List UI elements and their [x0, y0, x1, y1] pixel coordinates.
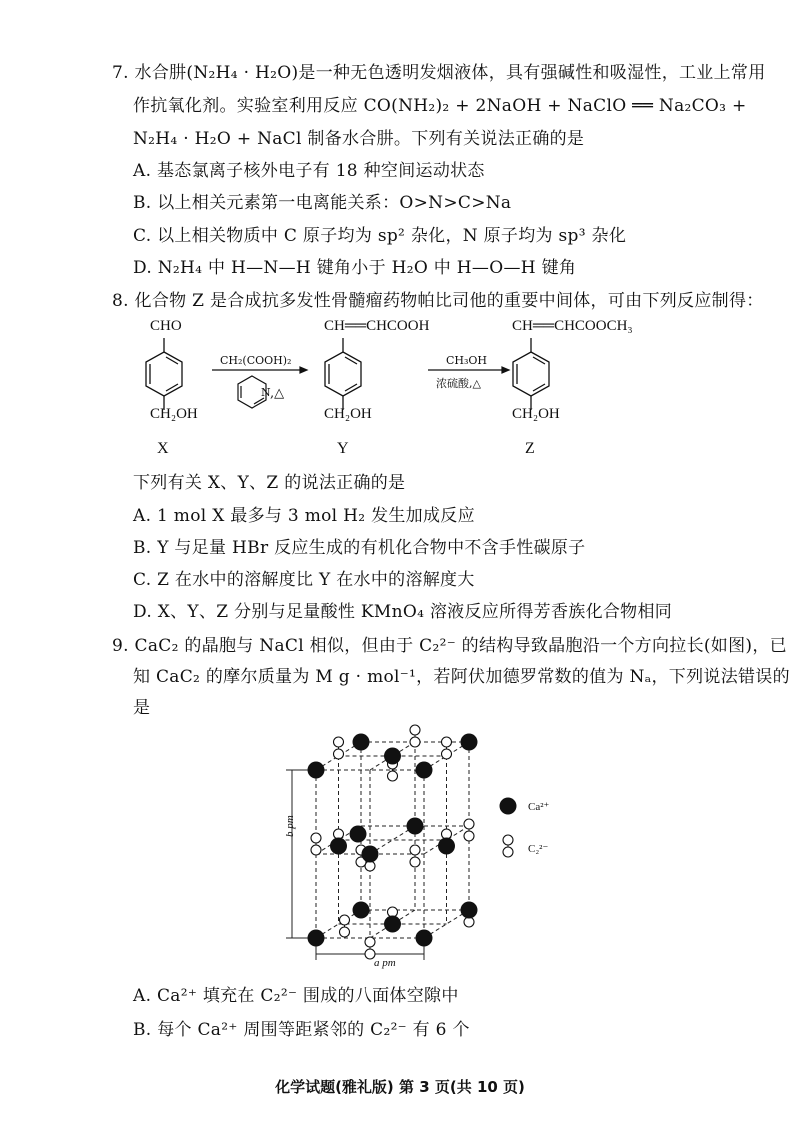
q8-option-b: B. Y 与足量 HBr 反应生成的有机化合物中不含手性碳原子 [133, 538, 586, 558]
c-atom [311, 845, 321, 855]
benzene-ring-z [513, 338, 549, 410]
legend-c2-label: C₂²⁻ [528, 843, 549, 855]
ca-ion-atom [308, 762, 325, 779]
c-atom [334, 737, 344, 747]
crystal-figure [280, 722, 600, 977]
ca-ion-atom [384, 748, 401, 765]
ca-ion-atom [353, 734, 370, 751]
c-atom [464, 831, 474, 841]
dim-a-label: a pm [374, 957, 396, 969]
c-atom [311, 833, 321, 843]
ca-ion-atom [416, 762, 433, 779]
dim-b-label: b pm [284, 815, 296, 837]
q7-option-b: B. 以上相关元素第一电离能关系：O>N>C>Na [133, 193, 512, 213]
c-atom [340, 927, 350, 937]
q8-option-c: C. Z 在水中的溶解度比 Y 在水中的溶解度大 [133, 570, 475, 590]
mol-y-top-group: CH══CHCOOH [324, 318, 430, 334]
c2-anion [340, 915, 350, 937]
q7-option-d: D. N₂H₄ 中 H—N—H 键角小于 H₂O 中 H—O—H 键角 [133, 258, 577, 278]
legend-ca-label: Ca²⁺ [528, 801, 550, 813]
q8-stem-line1: 8. 化合物 Z 是合成抗多发性骨髓瘤药物帕比司他的重要中间体，可由下列反应制得： [112, 291, 764, 311]
mol-y-bottom-group: CH₂OH [324, 406, 372, 422]
ca-ion-atom [362, 846, 379, 863]
reaction-arrow-2 [428, 367, 509, 373]
pyridine-n-label: N [261, 386, 271, 399]
c-atom [442, 737, 452, 747]
q8-stem-line2: 下列有关 X、Y、Z 的说法正确的是 [133, 473, 406, 493]
benzene-ring-x [146, 338, 182, 410]
q9-stem-line2: 知 CaC₂ 的摩尔质量为 M g · mol⁻¹，若阿伏加德罗常数的值为 Nₐ，下列说法错误的 [133, 667, 790, 687]
reaction-scheme-svg [120, 318, 720, 463]
ca-ion-atom [384, 916, 401, 933]
crystal-cell-svg [280, 722, 600, 977]
c-atom [388, 771, 398, 781]
compound-label-z: Z [525, 440, 535, 457]
ca-ion-atom [350, 826, 367, 843]
compound-label-x: X [157, 440, 169, 457]
c-atom [503, 847, 513, 857]
ca-ion-atom [438, 838, 455, 855]
ca-ion-atom [308, 930, 325, 947]
ca-ion-atom [461, 902, 478, 919]
arrow1-condition: ,△ [270, 386, 285, 401]
c-atom [464, 819, 474, 829]
arrow1-reagent: CH₂(COOH)₂ [220, 354, 292, 367]
ca-ion-atom [416, 930, 433, 947]
legend-c2-icon [503, 835, 513, 857]
reaction-arrow-1 [212, 367, 307, 373]
q8-option-a: A. 1 mol X 最多与 3 mol H₂ 发生加成反应 [133, 506, 475, 526]
c-atom [334, 749, 344, 759]
reaction-scheme [120, 318, 720, 463]
c-atom [410, 845, 420, 855]
ca-ion-atom [353, 902, 370, 919]
q7-option-c: C. 以上相关物质中 C 原子均为 sp² 杂化，N 原子均为 sp³ 杂化 [133, 226, 627, 246]
q9-option-b: B. 每个 Ca²⁺ 周围等距紧邻的 C₂²⁻ 有 6 个 [133, 1020, 470, 1040]
c-atom [410, 725, 420, 735]
mol-x-top-group: CHO [150, 318, 182, 334]
q9-stem-line1: 9. CaC₂ 的晶胞与 NaCl 相似，但由于 C₂²⁻ 的结构导致晶胞沿一个方向拉长(如图)，已 [112, 636, 787, 656]
q9-stem-line3: 是 [133, 698, 151, 718]
c2-anion [311, 833, 321, 855]
dim-b-arrow [286, 770, 308, 938]
c-atom [503, 835, 513, 845]
c-atom [410, 737, 420, 747]
mol-x-bottom-group: CH₂OH [150, 406, 198, 422]
c2-anion [334, 737, 344, 759]
mol-z-top-group: CH══CHCOOCH₃ [512, 318, 633, 334]
q7-stem-line2: 作抗氧化剂。实验室利用反应 CO(NH₂)₂ + 2NaOH + NaClO ══ Na₂CO₃ + [133, 96, 747, 116]
ca-ion-atom [407, 818, 424, 835]
arrow2-condition: 浓硫酸,△ [436, 377, 481, 390]
q7-stem-line1: 7. 水合肼(N₂H₄ · H₂O)是一种无色透明发烟液体，具有强碱性和吸湿性，工业上常用 [112, 63, 766, 83]
q7-stem-line3: N₂H₄ · H₂O + NaCl 制备水合肼。下列有关说法正确的是 [133, 129, 585, 149]
benzene-ring-y [325, 338, 361, 410]
legend-ca-icon [500, 798, 517, 815]
arrow2-reagent: CH₃OH [446, 354, 488, 367]
c-atom [340, 915, 350, 925]
q8-option-d: D. X、Y、Z 分别与足量酸性 KMnO₄ 溶液反应所得芳香族化合物相同 [133, 602, 673, 622]
c-atom [410, 857, 420, 867]
c2-anion [410, 725, 420, 747]
c-atom [442, 749, 452, 759]
c2-anion [365, 937, 375, 959]
ca-ion-atom [330, 838, 347, 855]
c2-anion [410, 845, 420, 867]
c-atom [365, 937, 375, 947]
c2-anion [464, 819, 474, 841]
page-footer: 化学试题(雅礼版) 第 3 页(共 10 页) [275, 1078, 525, 1096]
mol-z-bottom-group: CH₂OH [512, 406, 560, 422]
ca-ion-atom [461, 734, 478, 751]
c2-anion [442, 737, 452, 759]
q7-option-a: A. 基态氯离子核外电子有 18 种空间运动状态 [133, 161, 485, 181]
q9-option-a: A. Ca²⁺ 填充在 C₂²⁻ 围成的八面体空隙中 [133, 986, 459, 1006]
compound-label-y: Y [337, 440, 349, 457]
